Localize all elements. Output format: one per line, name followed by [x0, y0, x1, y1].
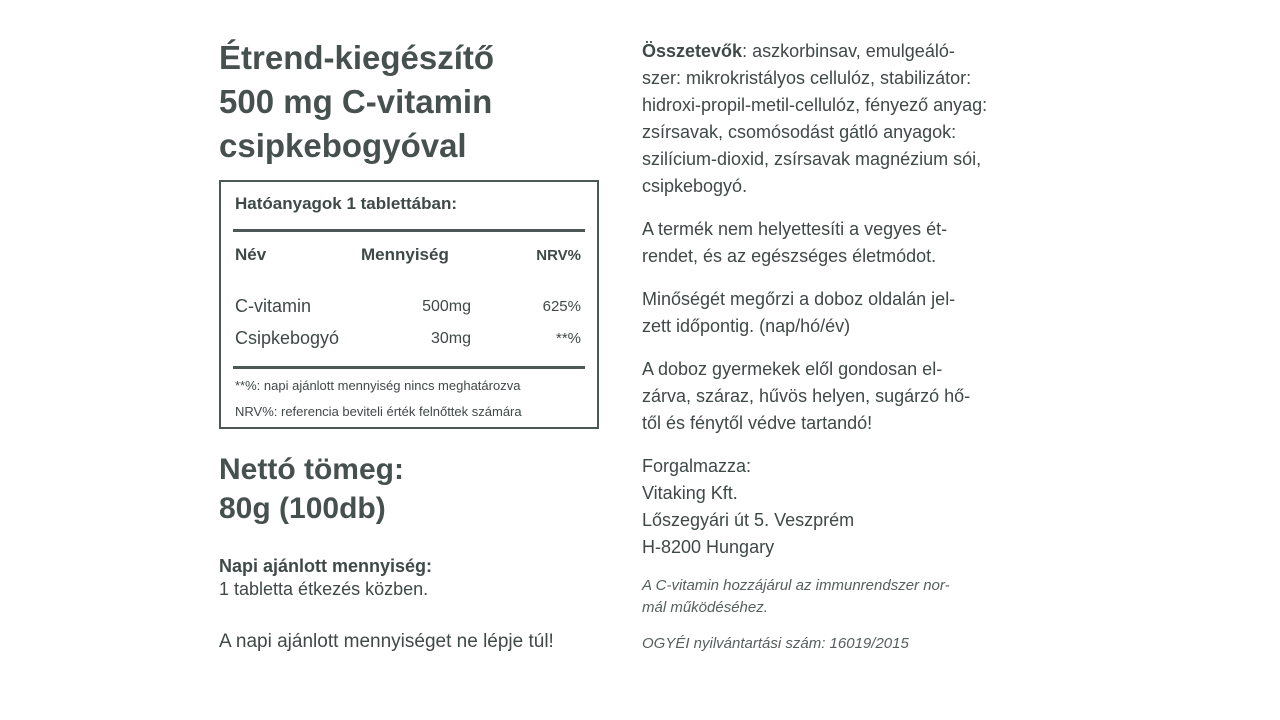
row-quantity: 500mg [422, 298, 471, 315]
title-line: csipkebogyóval [219, 127, 467, 164]
left-column [219, 36, 614, 652]
row-quantity: 30mg [430, 330, 471, 347]
row-name: C-vitamin [235, 296, 312, 316]
ingredients-text: : aszkorbinsav, emulgeáló- [742, 41, 955, 61]
column-header-quantity: Mennyiség [361, 245, 449, 264]
storage-paragraph [642, 356, 1026, 437]
ingredients-line: hidroxi-propil-metil-cellulóz, fényező anyag: [642, 95, 988, 115]
storage-line: A doboz gyermekek elől gondosan el- [642, 359, 943, 379]
distributor-line: H-8200 Hungary [642, 537, 775, 557]
health-claim-line: mál működéséhez. [642, 599, 768, 616]
best-before-line: Minőségét megőrzi a doboz oldalán jel- [642, 289, 956, 309]
table-row [221, 296, 597, 324]
active-ingredients-table [219, 180, 599, 429]
table-heading: Hatóanyagok 1 tablettában: [235, 194, 457, 213]
notice-line: A termék nem helyettesíti a vegyes ét- [642, 219, 948, 239]
health-claim-line: A C-vitamin hozzájárul az immunrendszer nor- [642, 577, 950, 594]
column-header-nrv: NRV% [536, 247, 581, 264]
storage-line: zárva, száraz, hűvös helyen, sugárzó hő- [642, 386, 971, 406]
dose-warning: A napi ajánlott mennyiséget ne lépje túl! [219, 631, 554, 652]
footnote: **%: napi ajánlott mennyiség nincs meghatározva [235, 378, 521, 393]
ingredients-line: zsírsavak, csomósodást gátló anyagok: [642, 122, 957, 142]
ingredients-line: csipkebogyó. [642, 176, 748, 196]
registration-number [642, 633, 1026, 655]
health-claim [642, 575, 1026, 619]
table-divider [233, 366, 585, 369]
ingredients-paragraph [642, 38, 1026, 200]
distributor-line: Forgalmazza: [642, 456, 752, 476]
ingredients-line: szer: mikrokristályos cellulóz, stabilizátor: [642, 68, 972, 88]
daily-dose [219, 555, 432, 601]
best-before-line: zett időpontig. (nap/hó/év) [642, 316, 851, 336]
notice-paragraph [642, 216, 1026, 270]
distributor-line: Vitaking Kft. [642, 483, 738, 503]
notice-line: rendet, és az egészséges életmódot. [642, 246, 937, 266]
row-name: Csipkebogyó [235, 328, 340, 348]
daily-dose-value: 1 tabletta étkezés közben. [219, 579, 429, 599]
ingredients-line [642, 38, 1026, 65]
right-column [642, 38, 1026, 655]
net-weight-line: 80g (100db) [219, 492, 386, 525]
column-header-name: Név [235, 245, 267, 264]
ingredients-label: Összetevők [642, 41, 743, 61]
footnote: NRV%: referencia beviteli érték felnőttek számára [235, 404, 522, 419]
storage-line: től és fénytől védve tartandó! [642, 413, 873, 433]
distributor-paragraph [642, 453, 1026, 561]
title-line: 500 mg C-vitamin [219, 83, 493, 120]
distributor-line: Lőszegyári út 5. Veszprém [642, 510, 855, 530]
daily-dose-label: Napi ajánlott mennyiség: [219, 556, 433, 576]
title-line: Étrend-kiegészítő [219, 39, 495, 76]
net-weight-line: Nettó tömeg: [219, 453, 404, 486]
net-weight [219, 450, 404, 528]
table-row [221, 328, 597, 356]
table-divider [233, 229, 585, 232]
ingredients-line: szilícium-dioxid, zsírsavak magnézium sói, [642, 149, 982, 169]
registration-line: OGYÉI nyilvántartási szám: 16019/2015 [642, 635, 909, 652]
best-before-paragraph [642, 286, 1026, 340]
product-title [219, 36, 614, 168]
row-nrv: 625% [542, 298, 581, 315]
row-nrv: **% [555, 330, 581, 347]
